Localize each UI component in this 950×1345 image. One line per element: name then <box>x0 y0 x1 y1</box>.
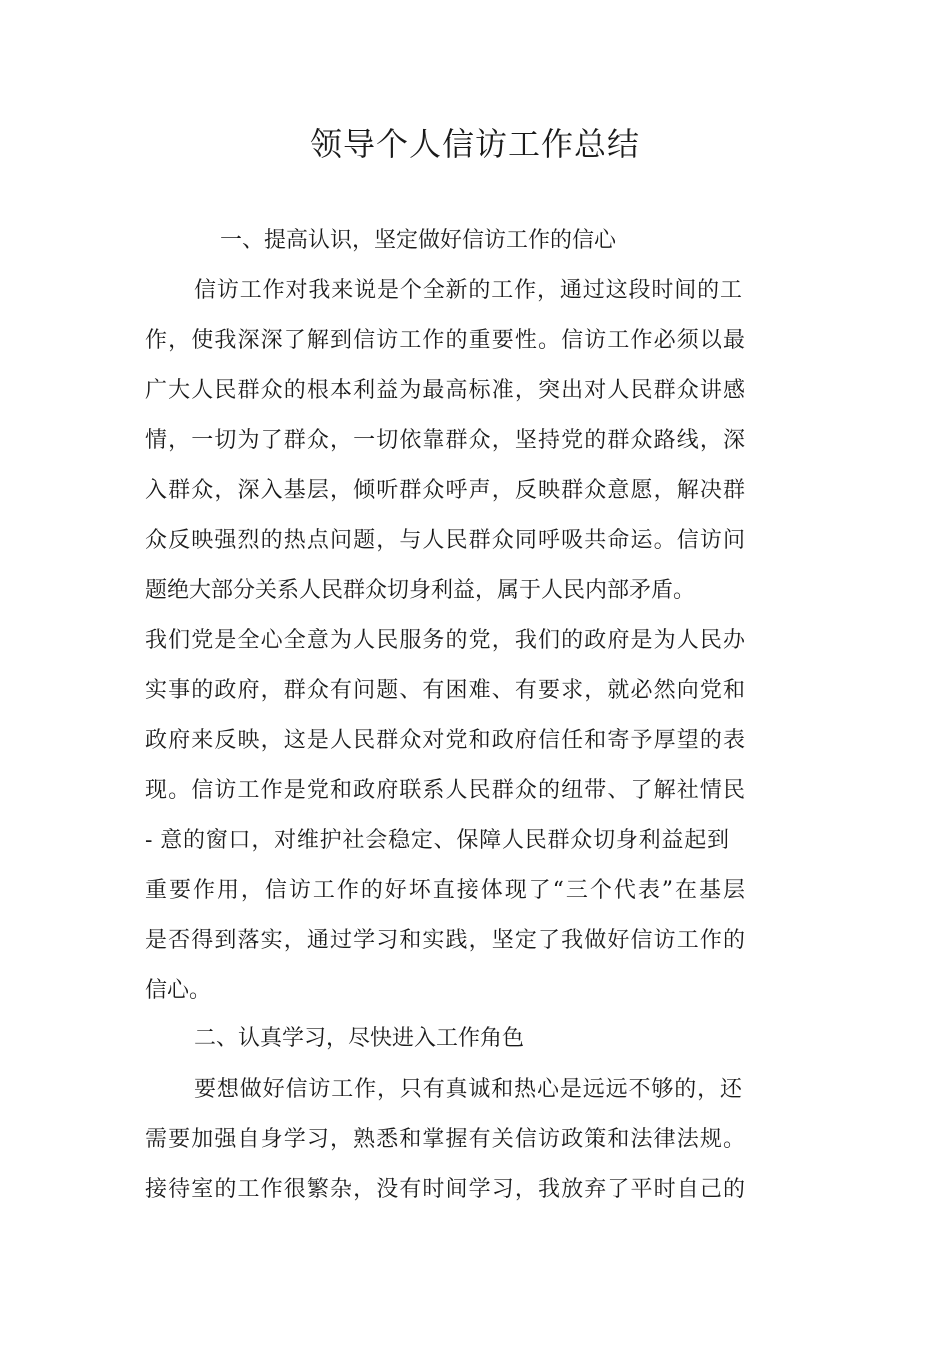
paragraph-line: 题绝大部分关系人民群众切身利益，属于人民内部矛盾。 <box>145 578 696 603</box>
section-heading-2: 二、认真学习，尽快进入工作角色 <box>194 1026 525 1051</box>
paragraph-line: 广大人民群众的根本利益为最高标准，突出对人民群众讲感 <box>145 378 745 403</box>
paragraph-line: - 意的窗口，对维护社会稳定、保障人民群众切身利益起到 <box>145 828 729 853</box>
paragraph-line: 实事的政府，群众有问题、有困难、有要求，就必然向党和 <box>145 678 745 703</box>
paragraph-line: 情，一切为了群众，一切依靠群众，坚持党的群众路线，深 <box>145 428 745 453</box>
paragraph-line: 是否得到落实，通过学习和实践，坚定了我做好信访工作的 <box>145 928 745 953</box>
paragraph-line: 要想做好信访工作，只有真诚和热心是远远不够的，还 <box>194 1077 742 1102</box>
paragraph-line: 入群众，深入基层，倾听群众呼声，反映群众意愿，解决群 <box>145 478 745 503</box>
paragraph-line: 我们党是全心全意为人民服务的党，我们的政府是为人民办 <box>145 628 745 653</box>
paragraph-line: 需要加强自身学习，熟悉和掌握有关信访政策和法律法规。 <box>145 1127 745 1152</box>
paragraph-line: 重要作用，信访工作的好坏直接体现了“三个代表”在基层 <box>145 878 745 903</box>
paragraph-line: 信访工作对我来说是个全新的工作，通过这段时间的工 <box>194 278 742 303</box>
paragraph-line: 众反映强烈的热点问题，与人民群众同呼吸共命运。信访问 <box>145 528 745 553</box>
document-title: 领导个人信访工作总结 <box>309 125 640 163</box>
paragraph-line: 现。信访工作是党和政府联系人民群众的纽带、了解社情民 <box>145 778 745 803</box>
section-heading-1: 一、提高认识，坚定做好信访工作的信心 <box>220 228 617 253</box>
paragraph-line: 政府来反映，这是人民群众对党和政府信任和寄予厚望的表 <box>145 728 745 753</box>
paragraph-line: 接待室的工作很繁杂，没有时间学习，我放弃了平时自己的 <box>145 1177 745 1202</box>
paragraph-line: 信心。 <box>145 978 212 1003</box>
paragraph-line: 作，使我深深了解到信访工作的重要性。信访工作必须以最 <box>145 328 745 353</box>
